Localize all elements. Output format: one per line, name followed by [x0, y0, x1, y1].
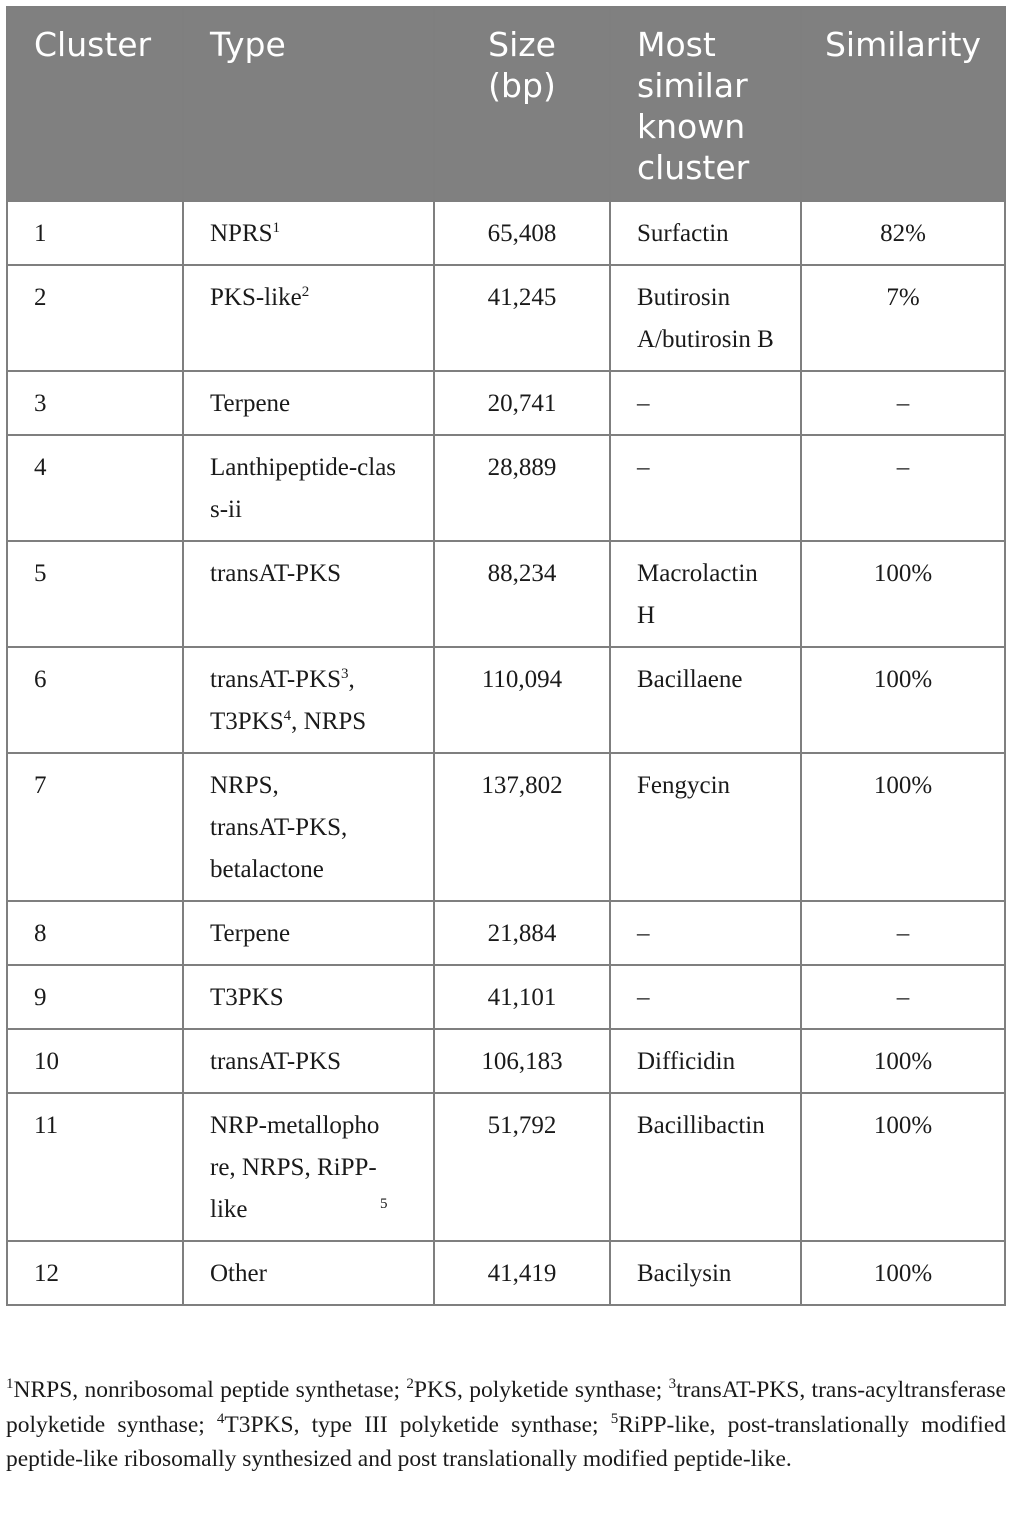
- header-cluster: Cluster: [7, 7, 183, 201]
- footnote-marker: 3: [668, 1376, 677, 1392]
- footnote-text: T3PKS, type III polyketide synthase;: [224, 1411, 611, 1438]
- header-size: [434, 7, 610, 201]
- table-row: [7, 1241, 1005, 1305]
- cell-type: [183, 265, 434, 371]
- cell-similarity: 100%: [801, 541, 1005, 647]
- table-row: [7, 201, 1005, 265]
- cell-known: –: [610, 371, 801, 435]
- table-row: [7, 901, 1005, 965]
- footnote-marker: 2: [406, 1376, 414, 1392]
- cell-known: Fengycin: [610, 753, 801, 901]
- cell-type-text: NPRS: [210, 220, 273, 247]
- cell-similarity: 7%: [801, 265, 1005, 371]
- cell-type: [183, 753, 434, 901]
- cell-type: [183, 647, 434, 753]
- cell-cluster: 12: [7, 1241, 183, 1305]
- table-row: [7, 647, 1005, 753]
- footnote-marker: 4: [216, 1410, 225, 1427]
- cell-size: 137,802: [434, 753, 610, 901]
- footnote-marker: 1: [272, 220, 281, 236]
- cell-known: Difficidin: [610, 1029, 801, 1093]
- cell-type: Terpene: [183, 371, 434, 435]
- table-row: [7, 753, 1005, 901]
- header-similarity: Similarity: [801, 7, 1005, 201]
- cell-known: Bacilysin: [610, 1241, 801, 1305]
- cell-similarity: –: [801, 435, 1005, 541]
- cell-type: transAT-PKS: [183, 1029, 434, 1093]
- cell-size: 110,094: [434, 647, 610, 753]
- cell-known: [610, 541, 801, 647]
- cell-type: T3PKS: [183, 965, 434, 1029]
- cell-similarity: 100%: [801, 1029, 1005, 1093]
- cell-size: 106,183: [434, 1029, 610, 1093]
- cell-cluster: 9: [7, 965, 183, 1029]
- cell-size: 41,419: [434, 1241, 610, 1305]
- cell-similarity: 100%: [801, 753, 1005, 901]
- header-size-label: Size (bp): [488, 25, 556, 105]
- cell-similarity: 100%: [801, 1093, 1005, 1241]
- cell-known: Bacillaene: [610, 647, 801, 753]
- table-footnotes: [6, 1373, 1006, 1477]
- cell-cluster: 2: [7, 265, 183, 371]
- cell-type-text: NRPS, transAT-PKS, betalactone: [210, 772, 348, 883]
- cell-cluster: 10: [7, 1029, 183, 1093]
- cell-known-text: Butirosin A/butirosin B: [637, 284, 774, 353]
- table-row: [7, 265, 1005, 371]
- table-row: [7, 1029, 1005, 1093]
- footnote-marker: 3: [341, 666, 349, 682]
- cell-type: transAT-PKS: [183, 541, 434, 647]
- footnote-marker: 2: [301, 284, 310, 300]
- cell-type: Other: [183, 1241, 434, 1305]
- cell-size: 41,245: [434, 265, 610, 371]
- footnote-text: transAT-PKS, trans-acyltransferase polyketide synthase;: [6, 1377, 1006, 1438]
- footnote-marker: 4: [283, 708, 292, 724]
- cell-size: 88,234: [434, 541, 610, 647]
- footnote-text: PKS, polyketide synthase;: [413, 1377, 669, 1403]
- cell-cluster: 1: [7, 201, 183, 265]
- cell-type: [183, 435, 434, 541]
- cell-cluster: 6: [7, 647, 183, 753]
- footnote-text: RiPP-like, post-translationally modified peptide-like ribosomally synthesized and post translationally modified peptide-like.: [6, 1411, 1007, 1472]
- table-row: [7, 965, 1005, 1029]
- table-row: [7, 435, 1005, 541]
- gene-cluster-table: [6, 6, 1006, 1306]
- cell-cluster: 7: [7, 753, 183, 901]
- table-row: [7, 1093, 1005, 1241]
- cell-size: 65,408: [434, 201, 610, 265]
- cell-size: 41,101: [434, 965, 610, 1029]
- cell-similarity: 100%: [801, 1241, 1005, 1305]
- cell-type: Terpene: [183, 901, 434, 965]
- header-most-similar: Most similar known cluster: [610, 7, 801, 201]
- cell-known: Bacillibactin: [610, 1093, 801, 1241]
- cell-type: [183, 201, 434, 265]
- cell-cluster: 3: [7, 371, 183, 435]
- cell-known: Surfactin: [610, 201, 801, 265]
- cell-similarity: –: [801, 965, 1005, 1029]
- cell-type-text: PKS-like: [210, 284, 302, 311]
- footnote-text: NRPS, nonribosomal peptide synthetase;: [13, 1377, 407, 1403]
- cell-type-text: , NRPS: [291, 708, 367, 735]
- table-row: [7, 541, 1005, 647]
- cell-size: 28,889: [434, 435, 610, 541]
- cell-type-text: , T3PKS: [210, 666, 355, 735]
- cell-similarity: –: [801, 901, 1005, 965]
- cell-size: 21,884: [434, 901, 610, 965]
- cell-cluster: 11: [7, 1093, 183, 1241]
- cell-known: –: [610, 435, 801, 541]
- cell-size: 20,741: [434, 371, 610, 435]
- footnote-marker: 5: [610, 1410, 619, 1427]
- cell-type: [183, 1093, 434, 1241]
- cell-known-text: Macrolactin H: [637, 560, 758, 629]
- cell-type-text: NRP-metallophore, NRPS, RiPP-like: [210, 1112, 380, 1223]
- cell-similarity: –: [801, 371, 1005, 435]
- cell-known: [610, 265, 801, 371]
- cell-similarity: 82%: [801, 201, 1005, 265]
- cell-known: –: [610, 965, 801, 1029]
- cell-similarity: 100%: [801, 647, 1005, 753]
- footnote-marker: 1: [6, 1376, 14, 1392]
- footnote-marker: 5: [380, 1196, 388, 1212]
- table-row: [7, 371, 1005, 435]
- cell-cluster: 8: [7, 901, 183, 965]
- cell-known: –: [610, 901, 801, 965]
- cell-type-text: Lanthipeptide-class-ii: [210, 454, 397, 523]
- header-type: Type: [183, 7, 434, 201]
- cell-cluster: 4: [7, 435, 183, 541]
- table-header-row: [7, 7, 1005, 201]
- cell-cluster: 5: [7, 541, 183, 647]
- cell-type-text: transAT-PKS: [210, 666, 342, 693]
- cell-size: 51,792: [434, 1093, 610, 1241]
